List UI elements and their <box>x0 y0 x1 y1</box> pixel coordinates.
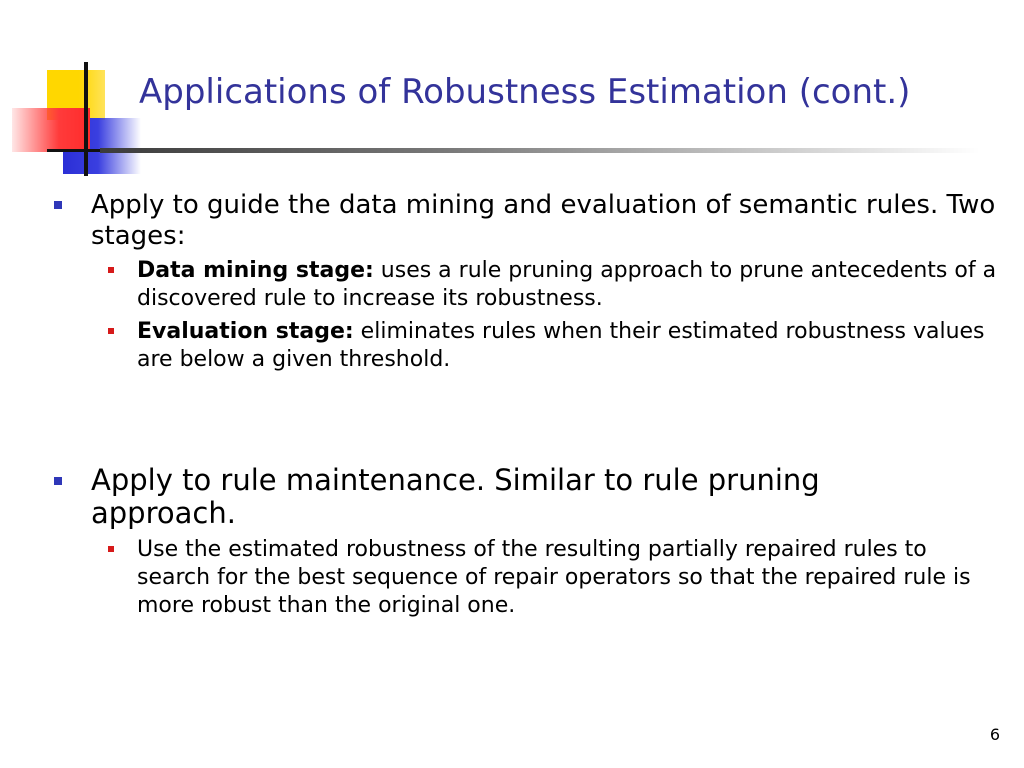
square-bullet-icon <box>54 477 62 485</box>
sub-bullet-text: eliminates rules when their estimated robustness values are below a given threshold. <box>137 319 985 372</box>
slide-title: Applications of Robustness Estimation (cont.) <box>139 72 911 112</box>
sub-bullet-item <box>137 318 997 374</box>
page-number: 6 <box>989 725 1000 744</box>
square-bullet-icon <box>108 328 114 334</box>
sub-bullet-text: Use the estimated robustness of the resulting partially repaired rules to search for the best sequence of repair operators so that the repaired rule is more robust than the original one. <box>137 537 971 618</box>
sub-bullet-item <box>137 536 997 620</box>
square-bullet-icon <box>108 546 114 552</box>
bullet-item <box>91 464 881 530</box>
sub-bullet-text: uses a rule pruning approach to prune antecedents of a discovered rule to increase its robustness. <box>137 258 997 311</box>
sub-bullet-item <box>137 257 997 313</box>
square-bullet-icon <box>54 201 62 209</box>
square-bullet-icon <box>108 267 114 273</box>
bullet-item <box>91 190 1001 252</box>
sub-bullet-heading: Evaluation stage: <box>137 319 354 344</box>
bullet-text: Apply to rule maintenance. Similar to rule pruning approach. <box>91 463 820 530</box>
sub-bullet-heading: Data mining stage: <box>137 258 374 283</box>
bullet-text: Apply to guide the data mining and evaluation of semantic rules. Two stages: <box>91 190 996 251</box>
